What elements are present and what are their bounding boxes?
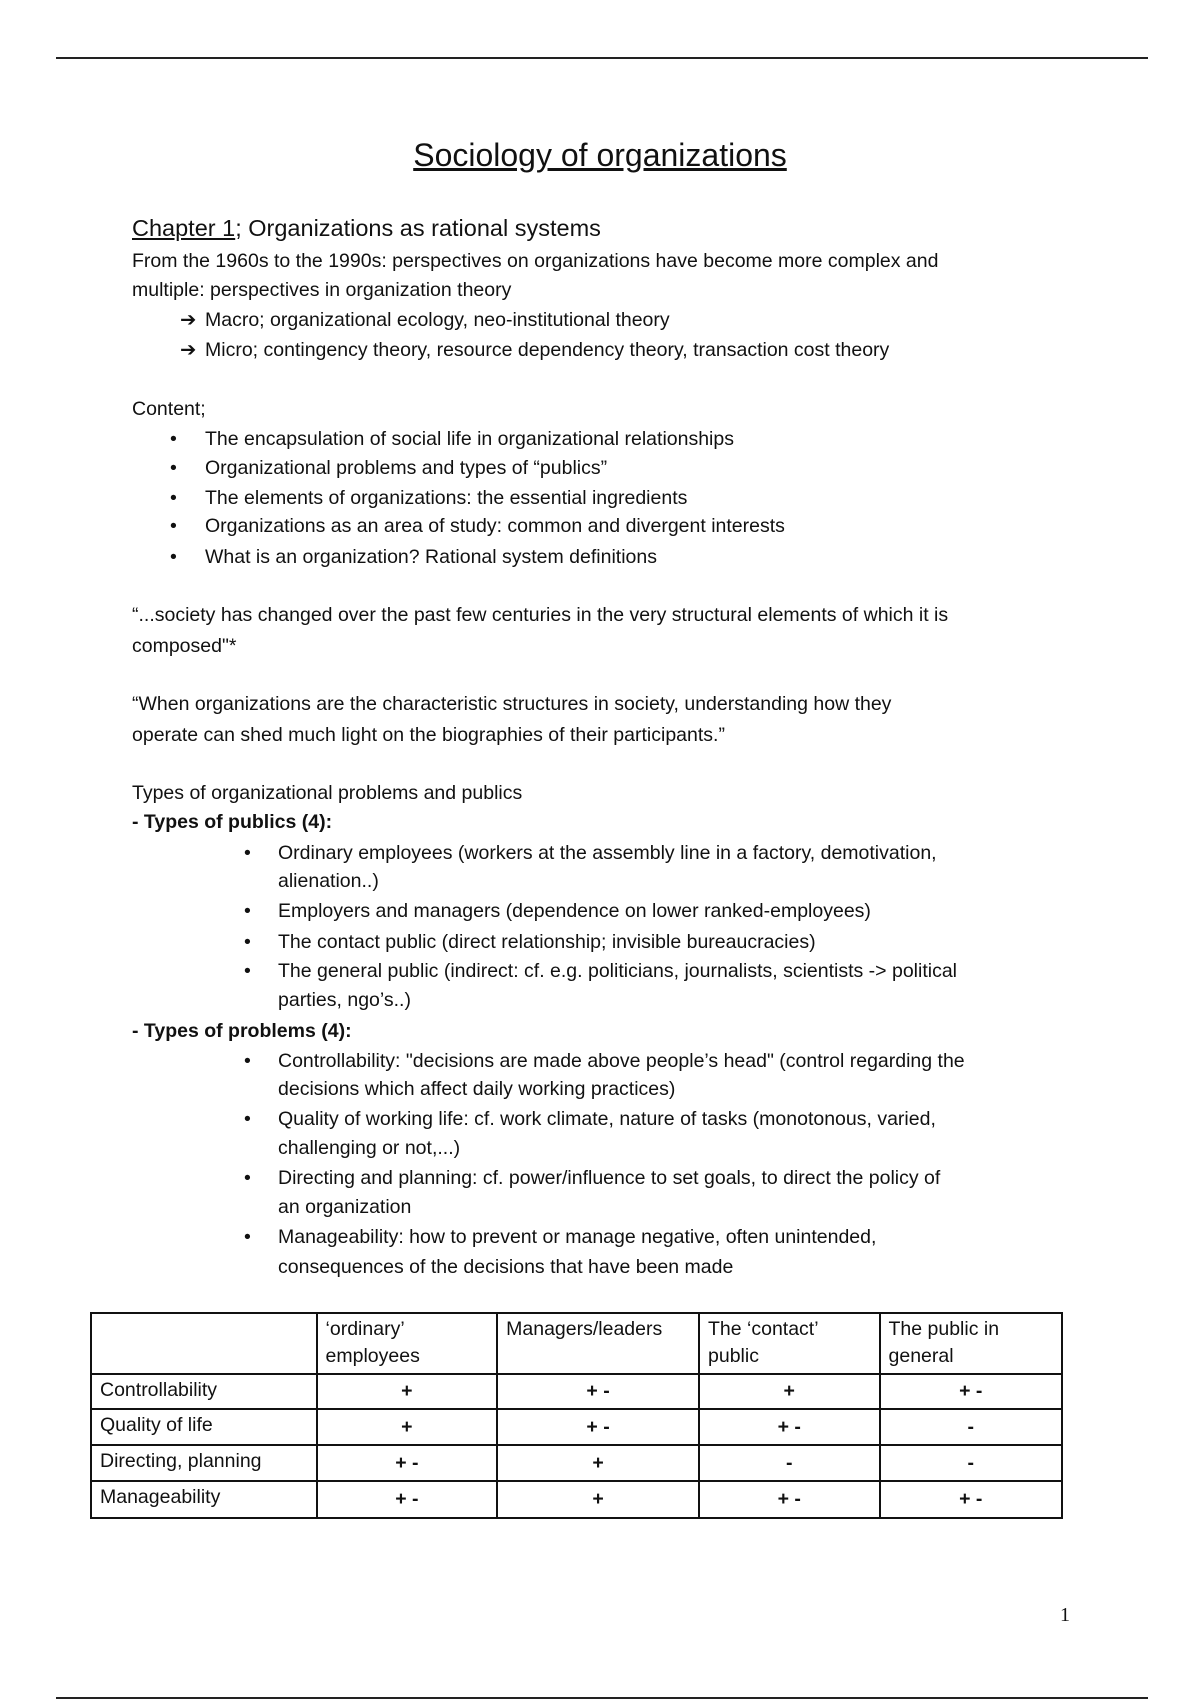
bullet-icon: • <box>244 1226 251 1248</box>
bullet-icon: • <box>170 515 177 537</box>
problem-item: Quality of working life: cf. work climate, nature of tasks (monotonous, varied, <box>278 1108 936 1130</box>
quote-line: operate can shed much light on the biographies of their participants.” <box>132 724 725 746</box>
arrow-item: Macro; organizational ecology, neo-institutional theory <box>205 309 670 331</box>
intro-line: multiple: perspectives in organization theory <box>132 279 512 301</box>
row-label: Manageability <box>91 1481 317 1518</box>
public-item-cont: parties, ngo’s..) <box>278 989 411 1011</box>
table-cell: + - <box>497 1374 699 1409</box>
arrow-icon: ➔ <box>180 339 197 361</box>
problem-item: Controllability: "decisions are made above people’s head" (control regarding the <box>278 1050 965 1072</box>
table-cell: + - <box>699 1409 880 1445</box>
table-cell: + - <box>317 1481 498 1518</box>
publics-problems-table <box>90 1312 1063 1519</box>
bullet-icon: • <box>170 546 177 568</box>
header-rule <box>56 57 1148 59</box>
chapter-heading: Chapter 1; Organizations as rational systems <box>132 215 601 241</box>
page-number: 1 <box>1060 1604 1070 1626</box>
table-cell: + - <box>880 1481 1063 1518</box>
content-item: Organizations as an area of study: common and divergent interests <box>205 515 785 537</box>
table-header-cell: ‘ordinary’ employees <box>317 1313 498 1374</box>
table-header-cell: Managers/leaders <box>497 1313 699 1374</box>
problem-item-cont: an organization <box>278 1196 412 1218</box>
table-row <box>91 1374 1062 1409</box>
row-label: Directing, planning <box>91 1445 317 1481</box>
table-row <box>91 1445 1062 1481</box>
table-cell: + - <box>699 1481 880 1518</box>
table-cell: - <box>880 1445 1063 1481</box>
bullet-icon: • <box>244 931 251 953</box>
content-item: Organizational problems and types of “publics” <box>205 457 608 479</box>
problem-item: Manageability: how to prevent or manage negative, often unintended, <box>278 1226 877 1248</box>
problem-item-cont: challenging or not,...) <box>278 1137 461 1159</box>
table-cell: + - <box>497 1409 699 1445</box>
table-row <box>91 1481 1062 1518</box>
quote-line: composed"* <box>132 635 237 657</box>
public-item-cont: alienation..) <box>278 870 379 892</box>
table-cell: + <box>317 1374 498 1409</box>
table-header-cell <box>91 1313 317 1374</box>
bullet-icon: • <box>170 457 177 479</box>
bullet-icon: • <box>170 487 177 509</box>
public-item: Employers and managers (dependence on lower ranked-employees) <box>278 900 871 922</box>
problems-heading: - Types of problems (4): <box>132 1020 352 1042</box>
publics-heading: - Types of publics (4): <box>132 811 333 833</box>
bullet-icon: • <box>244 900 251 922</box>
content-item: The encapsulation of social life in organizational relationships <box>205 428 734 450</box>
public-item: Ordinary employees (workers at the assembly line in a factory, demotivation, <box>278 842 937 864</box>
problem-item: Directing and planning: cf. power/influence to set goals, to direct the policy of <box>278 1167 941 1189</box>
footer-rule <box>56 1697 1148 1699</box>
table-cell: + <box>317 1409 498 1445</box>
table-cell: + <box>497 1445 699 1481</box>
table-row <box>91 1409 1062 1445</box>
table-cell: + - <box>880 1374 1063 1409</box>
public-item: The general public (indirect: cf. e.g. politicians, journalists, scientists -> political <box>278 960 958 982</box>
problem-item-cont: consequences of the decisions that have been made <box>278 1256 734 1278</box>
problem-item-cont: decisions which affect daily working practices) <box>278 1078 676 1100</box>
bullet-icon: • <box>244 1167 251 1189</box>
content-label: Content; <box>132 398 206 420</box>
bullet-icon: • <box>244 960 251 982</box>
table-cell: - <box>699 1445 880 1481</box>
table-cell: + <box>699 1374 880 1409</box>
table-cell: - <box>880 1409 1063 1445</box>
bullet-icon: • <box>244 842 251 864</box>
page-title: Sociology of organizations <box>413 137 787 173</box>
bullet-icon: • <box>244 1108 251 1130</box>
row-label: Controllability <box>91 1374 317 1409</box>
quote-line: “...society has changed over the past few centuries in the very structural elements of which it is <box>132 604 949 626</box>
quote-line: “When organizations are the characteristic structures in society, understanding how they <box>132 693 892 715</box>
content-item: The elements of organizations: the essential ingredients <box>205 487 688 509</box>
table-cell: + - <box>317 1445 498 1481</box>
bullet-icon: • <box>170 428 177 450</box>
table-header-row <box>91 1313 1062 1374</box>
table-header-cell: The public in general <box>880 1313 1063 1374</box>
bullet-icon: • <box>244 1050 251 1072</box>
table-header-cell: The ‘contact’ public <box>699 1313 880 1374</box>
arrow-item: Micro; contingency theory, resource dependency theory, transaction cost theory <box>205 339 890 361</box>
public-item: The contact public (direct relationship; invisible bureaucracies) <box>278 931 816 953</box>
arrow-icon: ➔ <box>180 309 197 331</box>
intro-line: From the 1960s to the 1990s: perspectives on organizations have become more complex and <box>132 250 939 272</box>
content-item: What is an organization? Rational system definitions <box>205 546 657 568</box>
row-label: Quality of life <box>91 1409 317 1445</box>
types-heading: Types of organizational problems and publics <box>132 782 523 804</box>
table-cell: + <box>497 1481 699 1518</box>
